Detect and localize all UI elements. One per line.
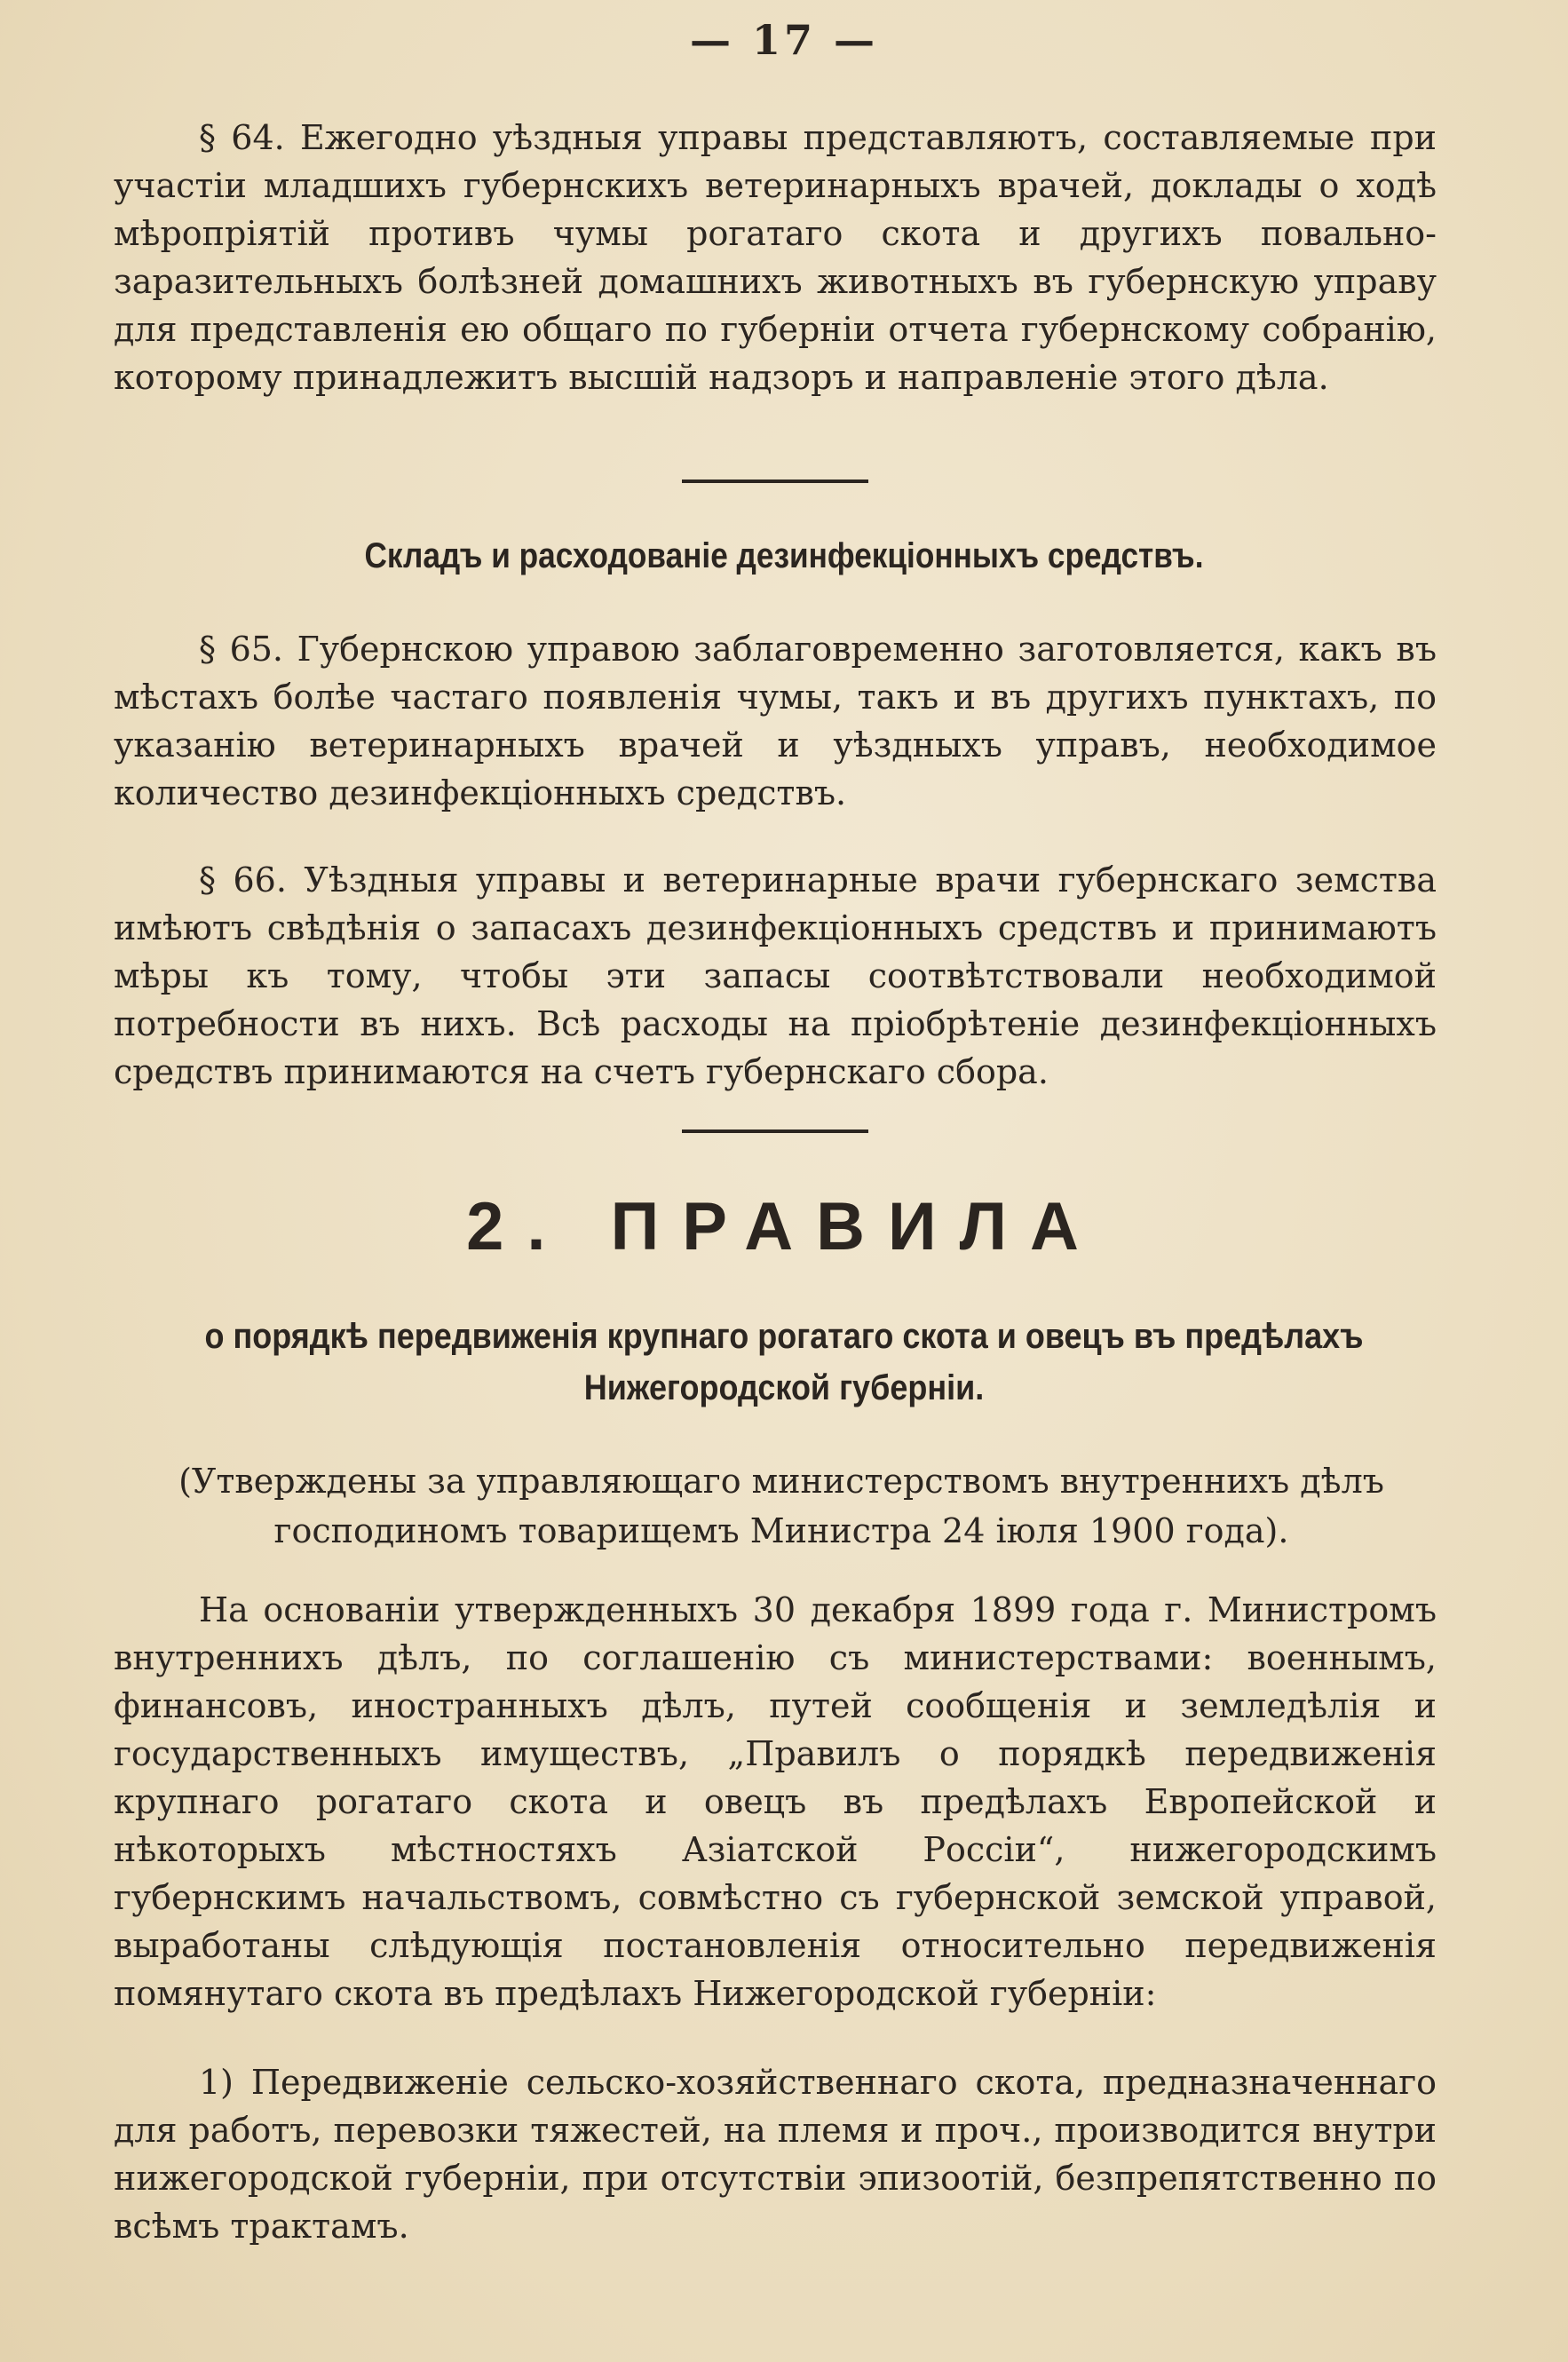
separator-rule [682,1129,868,1133]
paragraph-64: § 64. Ежегодно уѣздныя управы представляютъ, составляемые при участіи младшихъ губернскихъ ветеринарныхъ врачей, доклады о ходѣ мѣропріятій противъ чумы рогатаго скота и другихъ повально-заразительныхъ болѣзней домашнихъ животныхъ въ губернскую управу для представленія ею общаго по губерніи отчета губернскому собранію, которому принадлежитъ высшій надзоръ и направленіе этого дѣла. [114,118,1437,397]
page-number: — 17 — [689,16,879,64]
rules-title: 2. ПРАВИЛА [466,1189,1102,1264]
intro-paragraph: На основаніи утвержденныхъ 30 декабря 1899 года г. Министромъ внутреннихъ дѣлъ, по соглашенію съ министерствами: военнымъ, финансовъ, иностранныхъ дѣлъ, путей сообщенія и земледѣлія и государственныхъ имуществъ, „Правилъ о порядкѣ передвиженія крупнаго рогатаго скота и овецъ въ предѣлахъ Европейской и нѣкоторыхъ мѣстностяхъ Азіатской Россіи“, нижегородскимъ губернскимъ начальствомъ, совмѣстно съ губернской земской управой, выработаны слѣдующія постановленія относительно передвиженія помянутаго скота въ предѣлахъ Нижегородской губерніи: [114,1590,1437,2013]
section-heading: Складъ и расходованіе дезинфекціонныхъ средствъ. [364,536,1204,575]
approval-note: (Утверждены за управляющаго министерствомъ внутреннихъ дѣлъ господиномъ товарищемъ Министра 24 іюля 1900 года). [178,1462,1384,1550]
rules-subtitle: о порядкѣ передвиженія крупнаго рогатаго скота и овецъ въ предѣлахъ Нижегородской губерніи. [204,1317,1364,1407]
rule-item-1: 1) Передвиженіе сельско-хозяйственнаго скота, предназначеннаго для работъ, перевозки тяжестей, на племя и проч., производится внутри нижегородской губерніи, при отсутствіи эпизоотій, безпрепятственно по всѣмъ трактамъ. [114,2063,1437,2246]
paragraph-65: § 65. Губернскою управою заблаговременно заготовляется, какъ въ мѣстахъ болѣе частаго появленія чумы, такъ и въ другихъ пунктахъ, по указанію ветеринарныхъ врачей и уѣздныхъ управъ, необходимое количество дезинфекціонныхъ средствъ. [114,630,1437,812]
separator-rule [682,480,868,483]
paragraph-66: § 66. Уѣздныя управы и ветеринарные врачи губернскаго земства имѣютъ свѣдѣнія о запасахъ дезинфекціонныхъ средствъ и принимаютъ мѣры къ тому, чтобы эти запасы соотвѣтствовали необходимой потребности въ нихъ. Всѣ расходы на пріобрѣтеніе дезинфекціонныхъ средствъ принимаются на счетъ губернскаго сбора. [114,860,1437,1091]
